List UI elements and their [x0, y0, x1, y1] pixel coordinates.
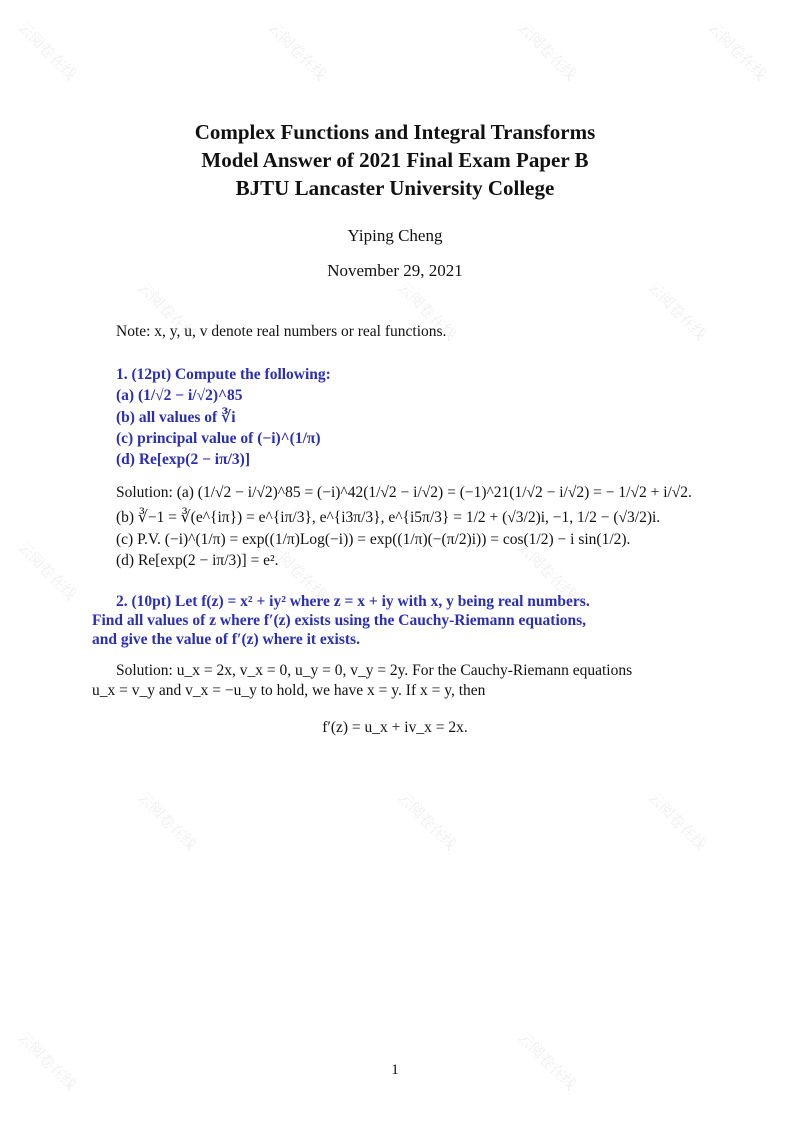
q1-solution-d: (d) Re[exp(2 − iπ/3)] = e². [116, 552, 279, 569]
watermark: 云阅卷在线 [644, 787, 711, 854]
watermark: 云阅卷在线 [264, 17, 331, 84]
author: Yiping Cheng [347, 226, 443, 245]
q2-final: f′(z) = u_x + iv_x = 2x. [322, 719, 468, 736]
q1-heading: 1. (12pt) Compute the following: [116, 366, 331, 383]
watermark: 云阅卷在线 [264, 537, 331, 604]
watermark: 云阅卷在线 [14, 1027, 81, 1094]
q1-part-c: (c) principal value of (−i)^(1/π) [116, 430, 321, 447]
q2-heading-3: and give the value of f′(z) where it exists. [92, 631, 360, 648]
q2-heading: 2. (10pt) Let f(z) = x² + iy² where z = x + iy with x, y being real numbers. [116, 593, 590, 610]
q1-solution-a: Solution: (a) (1/√2 − i/√2)^85 = (−i)^42(1/√2 − i/√2) = (−1)^21(1/√2 − i/√2) = − 1/√2 + i/√2. [116, 484, 692, 501]
note: Note: x, y, u, v denote real numbers or real functions. [116, 323, 447, 340]
q1-part-a: (a) (1/√2 − i/√2)^85 [116, 387, 243, 404]
watermark: 云阅卷在线 [514, 1027, 581, 1094]
title-line-3: BJTU Lancaster University College [235, 176, 555, 200]
watermark: 云阅卷在线 [14, 17, 81, 84]
q1-part-d: (d) Re[exp(2 − iπ/3)] [116, 451, 250, 468]
watermark: 云阅卷在线 [394, 787, 461, 854]
date: November 29, 2021 [327, 261, 463, 280]
q1-solution-b: (b) ∛−1 = ∛(e^{iπ}) = e^{iπ/3}, e^{i3π/3}, e^{i5π/3} = 1/2 + (√3/2)i, −1, 1/2 − (√3/2)i. [116, 509, 661, 526]
watermark: 云阅卷在线 [134, 787, 201, 854]
watermark: 云阅卷在线 [134, 277, 201, 344]
watermark: 云阅卷在线 [394, 277, 461, 344]
q2-solution-1: Solution: u_x = 2x, v_x = 0, u_y = 0, v_y = 2y. For the Cauchy-Riemann equations [116, 662, 633, 679]
q2-solution-2: u_x = v_y and v_x = −u_y to hold, we have x = y. If x = y, then [92, 682, 486, 699]
q2-heading-2: Find all values of z where f′(z) exists using the Cauchy-Riemann equations, [92, 612, 587, 629]
watermark: 云阅卷在线 [514, 17, 581, 84]
q1-solution-c: (c) P.V. (−i)^(1/π) = exp((1/π)Log(−i)) = exp((1/π)(−(π/2)i)) = cos(1/2) − i sin(1/2). [116, 531, 631, 548]
watermark: 云阅卷在线 [514, 537, 581, 604]
title-line-1: Complex Functions and Integral Transforms [194, 120, 596, 144]
watermark: 云阅卷在线 [644, 277, 711, 344]
watermark: 云阅卷在线 [704, 17, 771, 84]
q1-part-b: (b) all values of ∛i [116, 409, 236, 426]
title-line-2: Model Answer of 2021 Final Exam Paper B [201, 148, 589, 172]
page-number: 1 [391, 1062, 399, 1078]
watermark: 云阅卷在线 [14, 537, 81, 604]
